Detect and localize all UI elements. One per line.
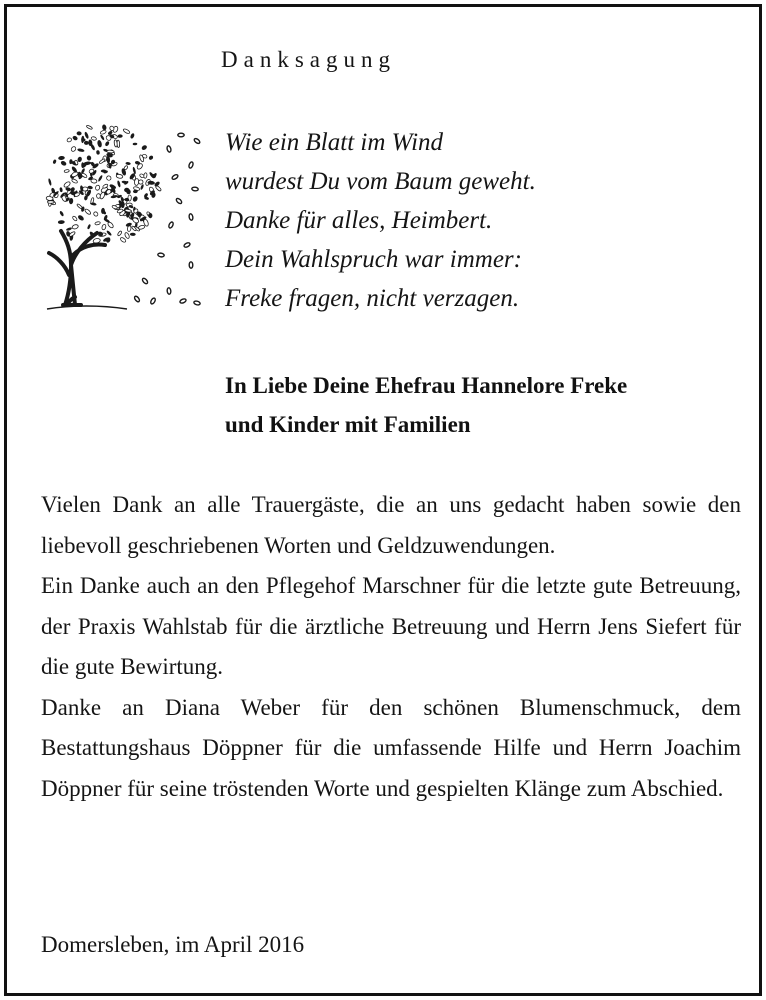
leaf xyxy=(104,141,110,147)
signature-line: und Kinder mit Familien xyxy=(225,412,471,437)
leaf xyxy=(99,158,106,164)
leaf xyxy=(107,150,115,153)
leaf xyxy=(96,150,100,155)
leaf xyxy=(148,155,154,161)
leaf xyxy=(132,195,139,202)
leaf xyxy=(130,133,135,139)
leaf xyxy=(77,148,85,152)
leaf xyxy=(130,233,136,236)
leaf xyxy=(91,179,98,184)
falling-leaf xyxy=(193,138,200,145)
leaf xyxy=(48,178,52,186)
falling-leaf xyxy=(188,161,194,168)
leaf xyxy=(72,224,79,230)
leaf xyxy=(84,141,89,145)
leaf xyxy=(86,155,91,161)
leaf xyxy=(66,137,72,142)
leaf xyxy=(141,144,148,151)
leaf xyxy=(106,230,112,236)
poem xyxy=(225,123,745,318)
leaf xyxy=(72,135,79,141)
leaf xyxy=(59,187,63,192)
leaf xyxy=(58,156,65,161)
notice-title: Danksagung xyxy=(221,47,396,72)
falling-leaf xyxy=(166,145,171,152)
leaf xyxy=(63,181,71,188)
thank-you-paragraph: Danke an Diana Weber für den schönen Blumenschmuck, dem Bestattungshaus Döppner für die umfassende Hilfe und Herrn Joachim Döppner für seine tröstenden Worte und gespielten Klänge zum Abschied. xyxy=(41,694,741,801)
leaf xyxy=(52,159,56,164)
falling-leaf xyxy=(171,174,178,180)
leaf xyxy=(97,140,103,148)
leaf xyxy=(64,169,69,173)
leaf xyxy=(117,134,122,138)
falling-leaf xyxy=(150,297,156,304)
poem-line: wurdest Du vom Baum geweht. xyxy=(225,168,536,195)
tree-illustration xyxy=(41,105,203,315)
poem-line: Dein Wahlspruch war immer: xyxy=(225,246,522,273)
leaf xyxy=(93,211,99,217)
falling-leaf xyxy=(189,262,193,268)
family-signature xyxy=(225,366,765,444)
falling-leaf xyxy=(158,253,165,258)
leaf xyxy=(47,201,54,204)
leaf xyxy=(66,227,73,231)
leaf xyxy=(95,185,100,191)
leaf xyxy=(123,128,131,134)
falling-leaf xyxy=(192,187,199,191)
poem-line: Freke fragen, nicht verzagen. xyxy=(225,285,520,312)
poem-line: Wie ein Blatt im Wind xyxy=(225,129,444,156)
place-and-date: Domersleben, im April 2016 xyxy=(41,932,305,957)
leaf xyxy=(102,124,107,130)
leaf xyxy=(100,134,105,141)
poem-line: Danke für alles, Heimbert. xyxy=(225,207,493,234)
leaf xyxy=(86,125,93,130)
leaf xyxy=(77,214,85,221)
leaf xyxy=(140,184,144,190)
leaf xyxy=(84,208,91,215)
leaf xyxy=(81,136,85,144)
leaf xyxy=(58,220,65,224)
thank-you-paragraph: Vielen Dank an alle Trauergäste, die an uns gedacht haben sowie den liebevoll geschriebenen Worten und Geldzuwendungen. xyxy=(41,492,741,558)
leaf xyxy=(71,178,78,183)
leaf xyxy=(133,143,138,146)
falling-leaf xyxy=(167,288,171,295)
leaf xyxy=(106,175,112,181)
leaf xyxy=(101,224,106,230)
falling-leaf xyxy=(142,277,149,284)
leaf xyxy=(70,146,76,152)
falling-leaf xyxy=(193,300,200,305)
leaf xyxy=(97,175,103,182)
leaf xyxy=(120,237,127,243)
falling-leaf xyxy=(175,198,182,205)
leaf xyxy=(91,136,97,140)
leaf xyxy=(87,224,91,230)
leaf xyxy=(76,131,81,135)
leaf xyxy=(100,130,107,135)
falling-leaf xyxy=(183,242,190,248)
falling-leaf xyxy=(189,214,194,221)
falling-leaf xyxy=(179,298,186,304)
signature-line: In Liebe Deine Ehefrau Hannelore Freke xyxy=(225,373,628,398)
falling-leaf xyxy=(168,221,174,228)
tree-canopy xyxy=(46,124,162,244)
leaf xyxy=(95,221,101,225)
falling-leaf xyxy=(178,133,184,137)
leaf xyxy=(59,210,64,216)
leaf xyxy=(72,216,78,222)
leaf xyxy=(117,231,122,237)
leaf xyxy=(132,167,136,175)
leaf xyxy=(125,162,131,166)
leaf xyxy=(84,131,89,139)
thank-you-paragraph: Ein Danke auch an den Pflegehof Marschner für die letzte gute Betreuung, der Praxis Wahlstab für die ärztliche Betreuung und Herrn Jens Siefert für die gute Bewirtung. xyxy=(41,573,741,679)
leaf xyxy=(143,173,147,179)
falling-leaf xyxy=(134,295,141,302)
leaf xyxy=(117,180,121,187)
thank-you-text xyxy=(41,485,741,809)
leaf xyxy=(60,160,67,167)
leaf xyxy=(99,192,105,200)
leaf xyxy=(124,232,130,239)
leaf xyxy=(116,174,123,179)
notice-frame xyxy=(4,4,762,996)
